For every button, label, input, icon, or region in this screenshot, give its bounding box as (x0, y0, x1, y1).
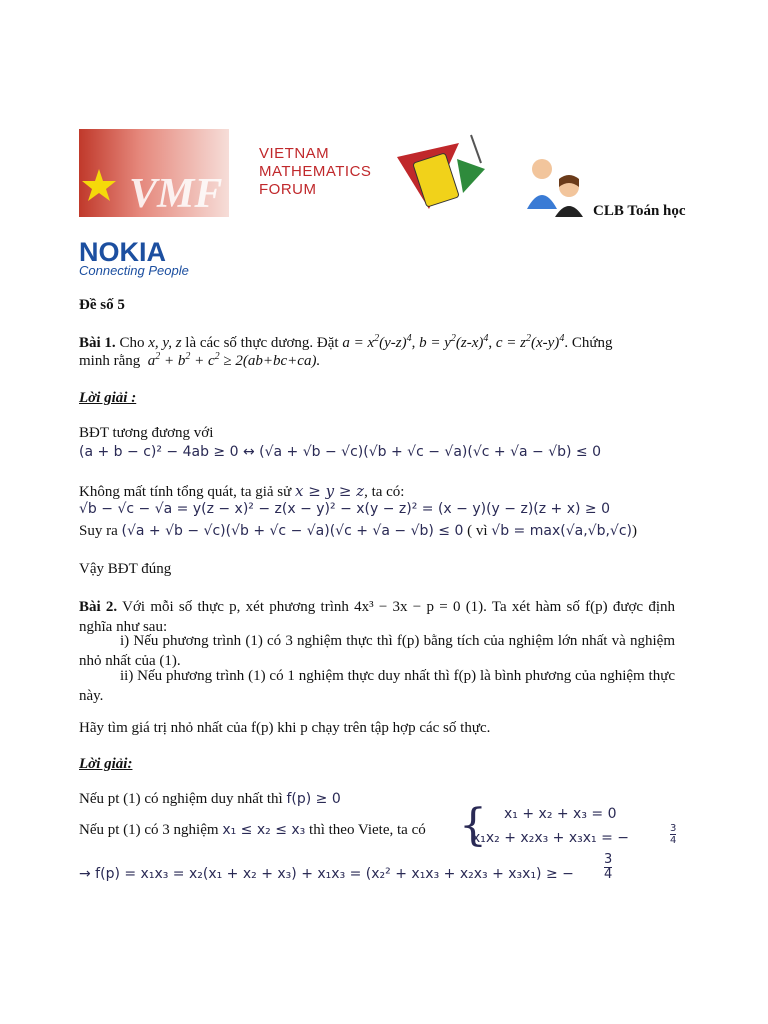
viete-eq-2: x₁x₂ + x₂x₃ + x₃x₁ = − (472, 830, 630, 846)
banner-title-line: VIETNAM (259, 145, 330, 162)
solution-1-heading: Lời giải : (79, 390, 137, 406)
fraction-3-4 (670, 823, 676, 846)
problem-2-question: Hãy tìm giá trị nhỏ nhất của f(p) khi p chạy trên tập hợp các số thực. (79, 720, 491, 736)
problem-2-case-i: i) Nếu phương trình (1) có 3 nghiệm thực thì f(p) bằng tích của nghiệm lớn nhất và nghiệm nhỏ nhất của (1). (79, 633, 675, 669)
system-brace: { (459, 800, 487, 851)
banner-title (259, 145, 371, 199)
viete-eq-1: x₁ + x₂ + x₃ = 0 (504, 806, 617, 822)
problem-2-label: Bài 2. (79, 599, 118, 615)
case-three-text-b: thì theo Viete, ta có (305, 822, 426, 838)
equation-6: → f(p) = x₁x₃ = x₂(x₁ + x₂ + x₃) + x₁x₃ = (x₂² + x₁x₃ + x₂x₃ + x₃x₁) ≥ − (79, 866, 574, 882)
star-icon (82, 169, 116, 201)
fraction-numerator: 3 (670, 823, 677, 834)
wlog-text: Không mất tính tổng quát, ta giả sử (79, 484, 296, 500)
solution-1-intro: BĐT tương đương với (79, 425, 214, 441)
banner-title-line: FORUM (259, 181, 317, 198)
conclusion-1: Vậy BĐT đúng (79, 561, 172, 577)
person-head-icon (532, 159, 552, 179)
nokia-logo (79, 238, 189, 278)
equation-3: (√a + √b − √c)(√b + √c − √a)(√c + √a − √b) ≤ 0 (121, 523, 464, 539)
problem-1-cont: minh rằng (79, 353, 141, 369)
equation-4: f(p) ≥ 0 (286, 791, 341, 807)
fraction-denominator: 4 (604, 867, 613, 882)
fraction-numerator: 3 (604, 852, 613, 867)
problem-1-label: Bài 1. (79, 335, 116, 351)
clb-label: CLB Toán học (593, 203, 686, 219)
problem-1-text: Cho (115, 335, 149, 351)
vmf-logo (79, 129, 229, 217)
problem-2-text: Với mỗi số thực p, xét phương trình 4x³ − 3x − p = 0 (1). Ta xét hàm số f(p) được định nghĩa như sau: (79, 599, 675, 635)
therefore-text: Suy ra (79, 523, 122, 539)
set-square-icon (457, 159, 485, 193)
because-open: ( vì (463, 523, 492, 539)
problem-2-case-ii: ii) Nếu phương trình (1) có 1 nghiệm thực duy nhất thì f(p) là bình phương của nghiệm thực này. (79, 668, 675, 704)
vmf-letters: VMF (129, 171, 223, 217)
exam-number: Đề số 5 (79, 297, 125, 313)
equation-5: x₁ ≤ x₂ ≤ x₃ (222, 822, 306, 838)
person-body-icon (527, 195, 557, 209)
nokia-tagline: Connecting People (79, 263, 189, 278)
nokia-wordmark: NOKIA (79, 237, 166, 267)
case-three-text: Nếu pt (1) có 3 nghiệm (79, 822, 223, 838)
calculator-icon (413, 153, 460, 207)
equation-3b: √b = max(√a,√b,√c) (491, 523, 632, 539)
person-body-icon (555, 206, 583, 217)
banner-title-line: MATHEMATICS (259, 163, 372, 180)
wlog-line (79, 482, 404, 501)
problem-1-text: là các số thực dương. Đặt (181, 335, 343, 351)
vmf-banner (79, 129, 593, 217)
wlog-text-end: , ta có: (364, 484, 405, 500)
problem-1-vars: x, y, z (148, 335, 182, 351)
vmf-logo-graphic (79, 129, 229, 217)
order-math: x ≥ y ≥ z (295, 482, 365, 500)
because-close: ) (632, 523, 637, 539)
case-three-roots (79, 822, 426, 839)
case-one-root (79, 791, 341, 808)
fraction-denominator: 4 (670, 835, 677, 846)
problem-1-line-2: minh rằng $a^2 + b^2 + c^2 \ge 2(ab+bc+ca)$. (79, 351, 321, 369)
case-one-text: Nếu pt (1) có nghiệm duy nhất thì (79, 791, 287, 807)
banner-illustration (389, 129, 593, 217)
equation-1: (a + b − c)² − 4ab ≥ 0 ↔ (√a + √b − √c)(√b + √c − √a)(√c + √a − √b) ≤ 0 (79, 444, 602, 460)
problem-1: Bài 1. Cho x, y, z là các số thực dương. Đặt $a = x^2(y-z)^4$, $b = y^2(z-x)^4$, $c = z^2(x-y)^4$. Chứng (79, 333, 613, 351)
solution-2-heading: Lời giải: (79, 756, 133, 772)
compass-icon (471, 135, 481, 163)
equation-2: √b − √c − √a = y(z − x)² − z(x − y)² − x(y − z)² = (x − y)(y − z)(z + x) ≥ 0 (79, 501, 611, 517)
fraction-3-4-final (604, 853, 612, 882)
therefore-line (79, 523, 637, 540)
